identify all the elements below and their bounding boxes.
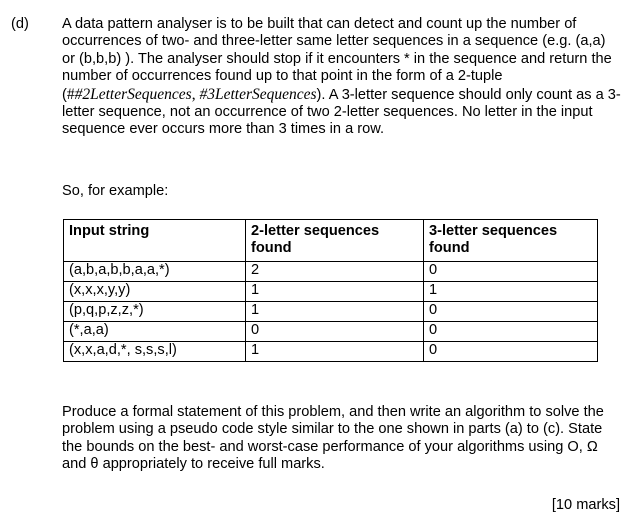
intro-text-part2: . A 3-letter sequence should only count as a 3-letter sequence, not an occurrence of two 2-letter sequences. No letter in the input sequence ever occurs more than 3 times in a row. bbox=[62, 86, 621, 138]
table-row bbox=[64, 302, 598, 322]
cell-input: (p,q,p,z,z,*) bbox=[64, 302, 246, 322]
question-intro bbox=[62, 16, 622, 139]
header-3-letter: 3-letter sequences found bbox=[424, 220, 598, 262]
cell-3-letter: 0 bbox=[424, 322, 598, 342]
table-row bbox=[64, 262, 598, 282]
cell-input: (x,x,a,d,*, s,s,s,l) bbox=[64, 342, 246, 362]
question-label: (d) bbox=[11, 16, 29, 32]
cell-3-letter: 0 bbox=[424, 302, 598, 322]
tuple-second-label: #3LetterSequences bbox=[199, 85, 317, 103]
example-table bbox=[63, 219, 598, 362]
cell-input: (*,a,a) bbox=[64, 322, 246, 342]
task-instructions: Produce a formal statement of this problem, and then write an algorithm to solve the problem using a pseudo code style similar to the one shown in parts (a) to (c). State the bounds on the best- and worst-case performance of your algorithms using O, Ω and θ appropriately to receive full marks. bbox=[62, 404, 604, 473]
tuple-close: ) bbox=[316, 86, 322, 103]
cell-2-letter: 1 bbox=[246, 282, 424, 302]
header-2-letter: 2-letter sequences found bbox=[246, 220, 424, 262]
header-input-string: Input string bbox=[64, 220, 246, 262]
cell-input: (a,b,a,b,b,a,a,*) bbox=[64, 262, 246, 282]
table-row bbox=[64, 282, 598, 302]
tuple-notation: ##2LetterSequences, #3LetterSequences bbox=[66, 85, 317, 103]
table-row bbox=[64, 342, 598, 362]
tuple-separator: , bbox=[191, 85, 200, 103]
cell-3-letter: 0 bbox=[424, 342, 598, 362]
table-row bbox=[64, 322, 598, 342]
intro-text-part1: A data pattern analyser is to be built that can detect and count up the number of occurrences of two- and three-letter same letter sequences in a sequence (e.g. (a,a) or (b,b,b) ). The analyser should stop if it encounters * in the sequence and return the number of occurrences found up to that point in the form of a 2-tuple ( bbox=[62, 16, 612, 103]
cell-2-letter: 0 bbox=[246, 322, 424, 342]
example-lead: So, for example: bbox=[62, 183, 169, 199]
cell-3-letter: 0 bbox=[424, 262, 598, 282]
table-header-row bbox=[64, 220, 598, 262]
tuple-first-label: #2LetterSequences bbox=[74, 85, 192, 103]
cell-3-letter: 1 bbox=[424, 282, 598, 302]
cell-2-letter: 2 bbox=[246, 262, 424, 282]
cell-input: (x,x,x,y,y) bbox=[64, 282, 246, 302]
cell-2-letter: 1 bbox=[246, 302, 424, 322]
marks-label: [10 marks] bbox=[551, 497, 620, 513]
cell-2-letter: 1 bbox=[246, 342, 424, 362]
